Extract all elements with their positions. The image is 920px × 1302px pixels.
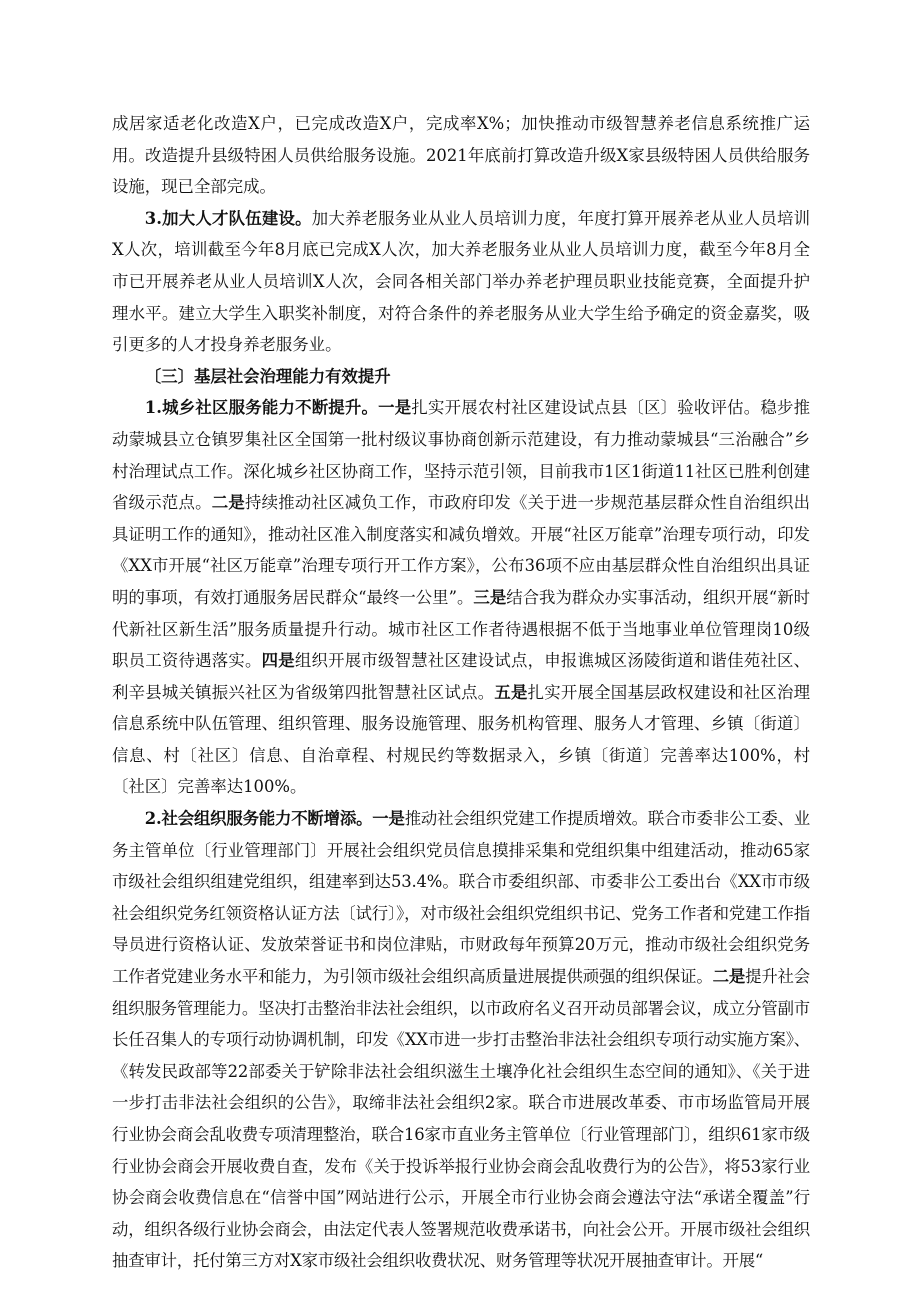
item-heading-community: 1.城乡社区服务能力不断提升。	[144, 398, 379, 418]
paragraph-text: 扎实开展农村社区建设试点县〔区〕验收评估。稳步推动蒙城县立仓镇罗集社区全国第一批村级议事协商创新示范建设，有力推动蒙城县“三治融合”乡村治理试点工作。深化城乡社区协商工作，坚持示范引领，目前我市1区1街道11社区已胜利创建省级示范点。	[112, 398, 811, 513]
paragraph-text: 组织开展市级智慧社区建设试点，申报谯城区汤陵街道和谐佳苑社区、利辛县城关镇振兴社区为省级第四批智慧社区试点。	[112, 651, 811, 702]
enum-marker: 二是	[712, 967, 746, 987]
paragraph-text: 持续推动社区减负工作，市政府印发《关于进一步规范基层群众性自治组织出具证明工作的通知》，推动社区准入制度落实和减负增效。开展“社区万能章”治理专项行动，印发《XX市开展“社区万能章”治理专项行开工作方案》，公布36项不应由基层群众性自治组织出具证明的事项，有效打通服务居民群众“最终一公里”。	[112, 493, 811, 607]
paragraph-text: 加大养老服务业从业人员培训力度，年度打算开展养老从业人员培训X人次，培训截至今年8月底已完成X人次，加大养老服务业从业人员培训力度，截至今年8月全市已开展养老从业人员培训X人次，会同各相关部门举办养老护理员职业技能竞赛，全面提升护理水平。建立大学生入职奖补制度，对符合条件的养老服务从业大学生给予确定的资金嘉奖，吸引更多的人才投身养老服务业。	[112, 208, 810, 355]
paragraph-community-service	[112, 392, 810, 803]
paragraph-talent-team	[112, 203, 810, 361]
enum-marker: 五是	[494, 682, 528, 702]
item-heading-social-org: 2.社会组织服务能力不断增添。	[144, 809, 373, 829]
item-heading-talent: 3.加大人才队伍建设。	[144, 208, 312, 228]
paragraph-text: 提升社会组织服务管理能力。坚决打击整治非法社会组织，以市政府名义召开动员部署会议，成立分管副市长任召集人的专项行动协调机制，印发《XX市进一步打击整治非法社会组织专项行动实施方案》、《转发民政部等22部委关于铲除非法社会组织滋生土壤净化社会组织生态空间的通知》、《关于进一步打击非法社会组织的公告》，取缔非法社会组织2家。联合市进展改革委、市市场监管局开展行业协会商会乱收费专项清理整治，联合16家市直业务主管单位〔行业管理部门〕，组织61家市级行业协会商会开展收费自查，发布《关于投诉举报行业协会商会乱收费行为的公告》，将53家行业协会商会收费信息在“信誉中国”网站进行公示，开展全市行业协会商会遵法守法“承诺全覆盖”行动，组织各级行业协会商会，由法定代表人签署规范收费承诺书，向社会公开。开展市级社会组织抽查审计，托付第三方对X家市级社会组织收费状况、财务管理等状况开展抽查审计。开展“	[112, 967, 810, 1271]
enum-marker: 四是	[261, 651, 295, 671]
enum-marker: 三是	[473, 587, 507, 607]
section-heading-governance: 〔三〕基层社会治理能力有效提升	[144, 366, 391, 386]
paragraph-social-organizations	[112, 803, 810, 1277]
paragraph-text: 扎实开展全国基层政权建设和社区治理信息系统中队伍管理、组织管理、服务设施管理、服务机构管理、服务人才管理、乡镇〔街道〕信息、村〔社区〕信息、自治章程、村规民约等数据录入，乡镇〔街道〕完善率达100%，村〔社区〕完善率达100%。	[112, 682, 811, 797]
paragraph-text: 推动社会组织党建工作提质增效。联合市委非公工委、业务主管单位〔行业管理部门〕开展社会组织党员信息摸排采集和党组织集中组建活动，推动65家市级社会组织组建党组织，组建率到达53.4%。联合市委组织部、市委非公工委出台《XX市市级社会组织党务红领资格认证方法〔试行〕》，对市级社会组织党组织书记、党务工作者和党建工作指导员进行资格认证、发放荣誉证书和岗位津贴，市财政每年预算20万元，推动市级社会组织党务工作者党建业务水平和能力，为引领市级社会组织高质量进展提供顽强的组织保证。	[112, 809, 810, 987]
paragraph-elderly-renovation: 成居家适老化改造X户，已完成改造X户，完成率X%；加快推动市级智慧养老信息系统推广运用。改造提升县级特困人员供给服务设施。2021年底前打算改造升级X家县级特困人员供给服务设施，现已全部完成。	[112, 114, 810, 197]
enum-marker: 二是	[211, 493, 245, 513]
enum-marker: 一是	[372, 809, 405, 829]
paragraph-text: 结合我为群众办实事活动，组织开展“新时代新社区新生活”服务质量提升行动。城市社区工作者待遇根据不低于当地事业单位管理岗10级职员工资待遇落实。	[112, 587, 810, 671]
enum-marker: 一是	[378, 398, 412, 418]
